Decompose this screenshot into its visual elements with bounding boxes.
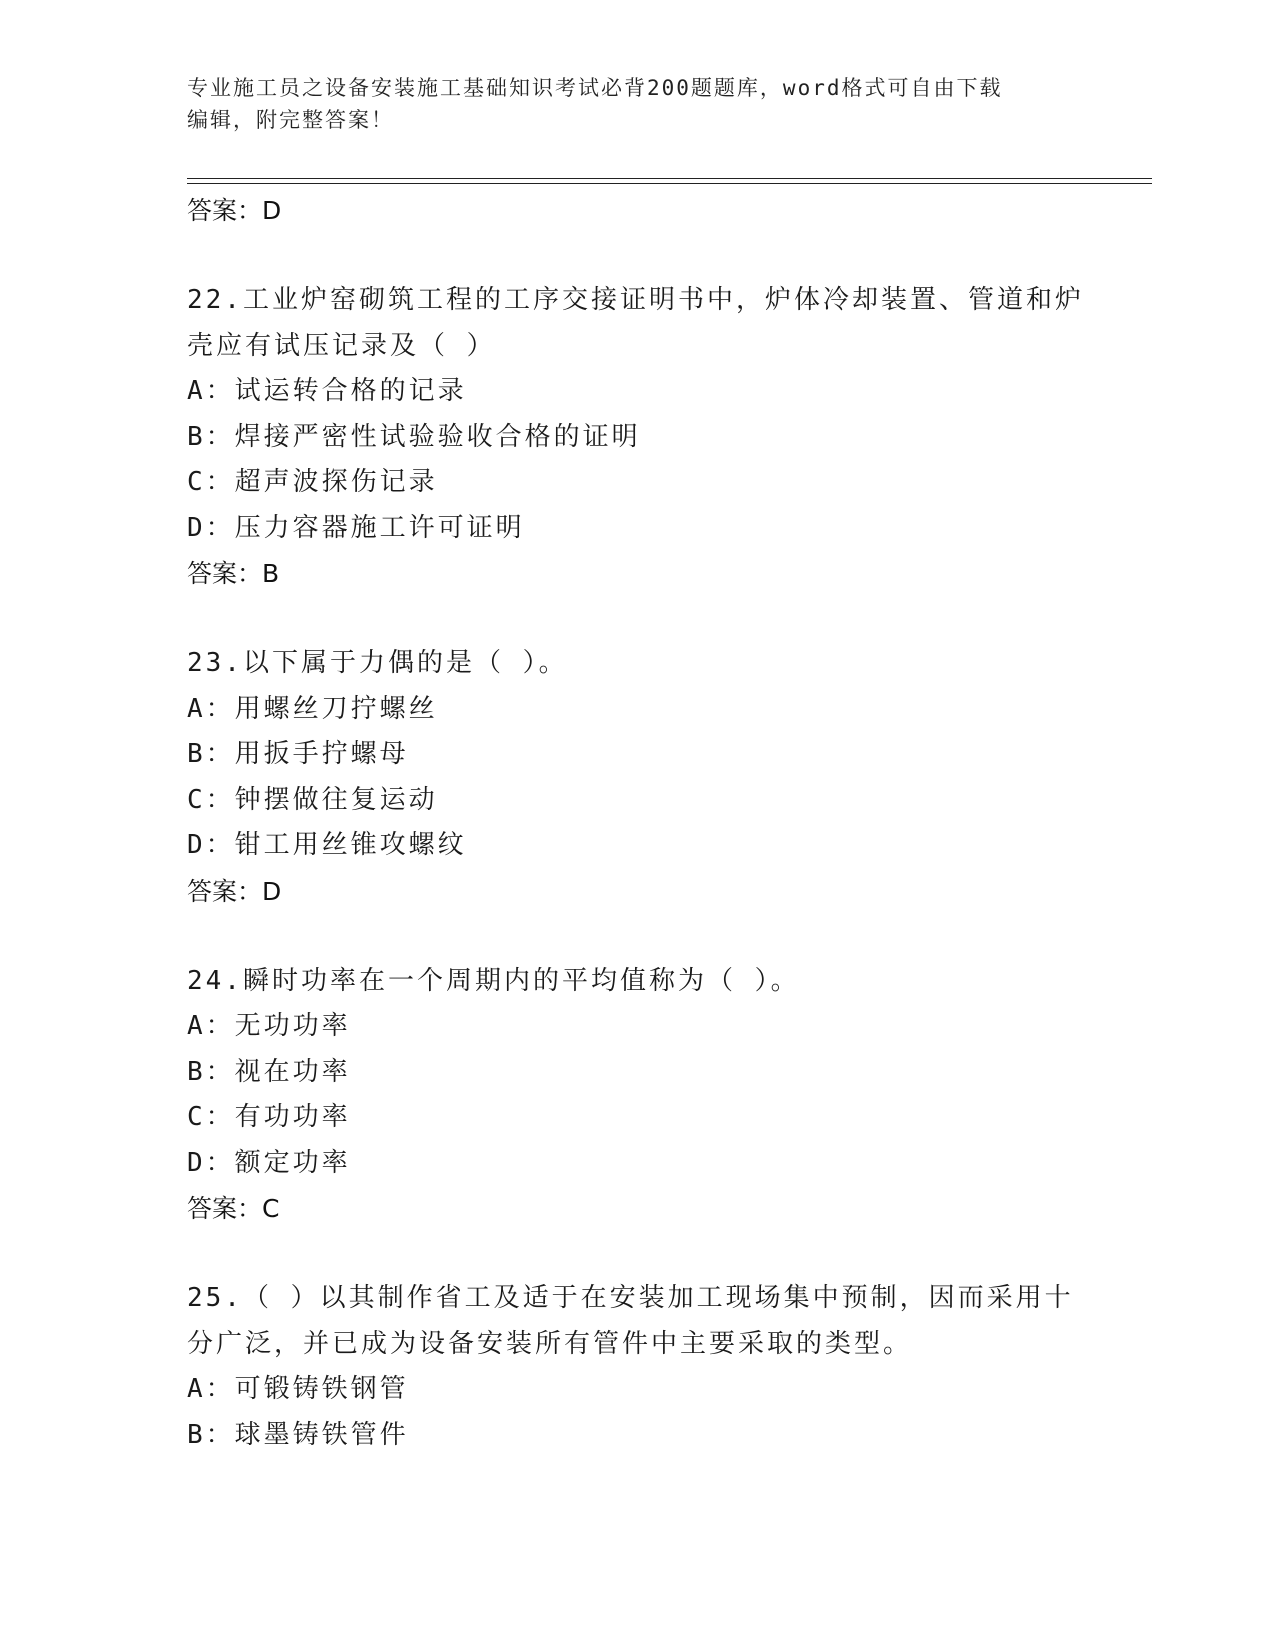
header-line-1: 专业施工员之设备安装施工基础知识考试必背200题题库，word格式可自由下载 — [187, 76, 1003, 100]
option-c: C：超声波探伤记录 — [187, 467, 438, 497]
spacer — [187, 915, 1087, 959]
answer-line: 答案：C — [187, 1194, 280, 1223]
question-22 — [187, 278, 1087, 597]
option-b: B：球墨铸铁管件 — [187, 1419, 409, 1450]
spacer — [187, 1232, 1087, 1276]
option-a: A：用螺丝刀拧螺丝 — [187, 693, 438, 724]
question-list — [187, 188, 1087, 1458]
option-b: B：焊接严密性试验验收合格的证明 — [187, 421, 641, 452]
question-text: 22.工业炉窑砌筑工程的工序交接证明书中，炉体冷却装置、管道和炉 — [187, 285, 1084, 315]
header-line-2: 编辑，附完整答案！ — [187, 108, 394, 132]
option-b: B：视在功率 — [187, 1056, 351, 1087]
option-d: D：压力容器施工许可证明 — [187, 512, 525, 543]
option-a: A：可锻铸铁钢管 — [187, 1374, 409, 1404]
document-header — [187, 72, 1087, 136]
option-c: C：钟摆做往复运动 — [187, 784, 438, 815]
option-a: A：无功功率 — [187, 1011, 351, 1041]
answer-line: 答案：D — [187, 196, 282, 225]
question-text: 分广泛，并已成为设备安装所有管件中主要采取的类型。 — [187, 1328, 913, 1359]
question-text: 24.瞬时功率在一个周期内的平均值称为（ ）。 — [187, 965, 800, 996]
question-25 — [187, 1276, 1087, 1458]
header-rule-bottom — [187, 183, 1152, 184]
spacer — [187, 597, 1087, 641]
question-23 — [187, 641, 1087, 915]
answer-line: 答案：B — [187, 559, 280, 588]
option-d: D：钳工用丝锥攻螺纹 — [187, 830, 467, 860]
option-a: A：试运转合格的记录 — [187, 376, 467, 406]
question-text: 壳应有试压记录及（ ） — [187, 330, 496, 361]
header-rule-top — [187, 178, 1152, 179]
question-24 — [187, 959, 1087, 1233]
option-b: B：用扳手拧螺母 — [187, 739, 409, 769]
question-text: 25.（ ）以其制作省工及适于在安装加工现场集中预制，因而采用十 — [187, 1283, 1074, 1313]
answer-line: 答案：D — [187, 876, 282, 906]
option-d: D：额定功率 — [187, 1147, 351, 1178]
option-c: C：有功功率 — [187, 1102, 351, 1132]
question-text: 23.以下属于力偶的是（ ）。 — [187, 648, 568, 678]
spacer — [187, 234, 1087, 278]
